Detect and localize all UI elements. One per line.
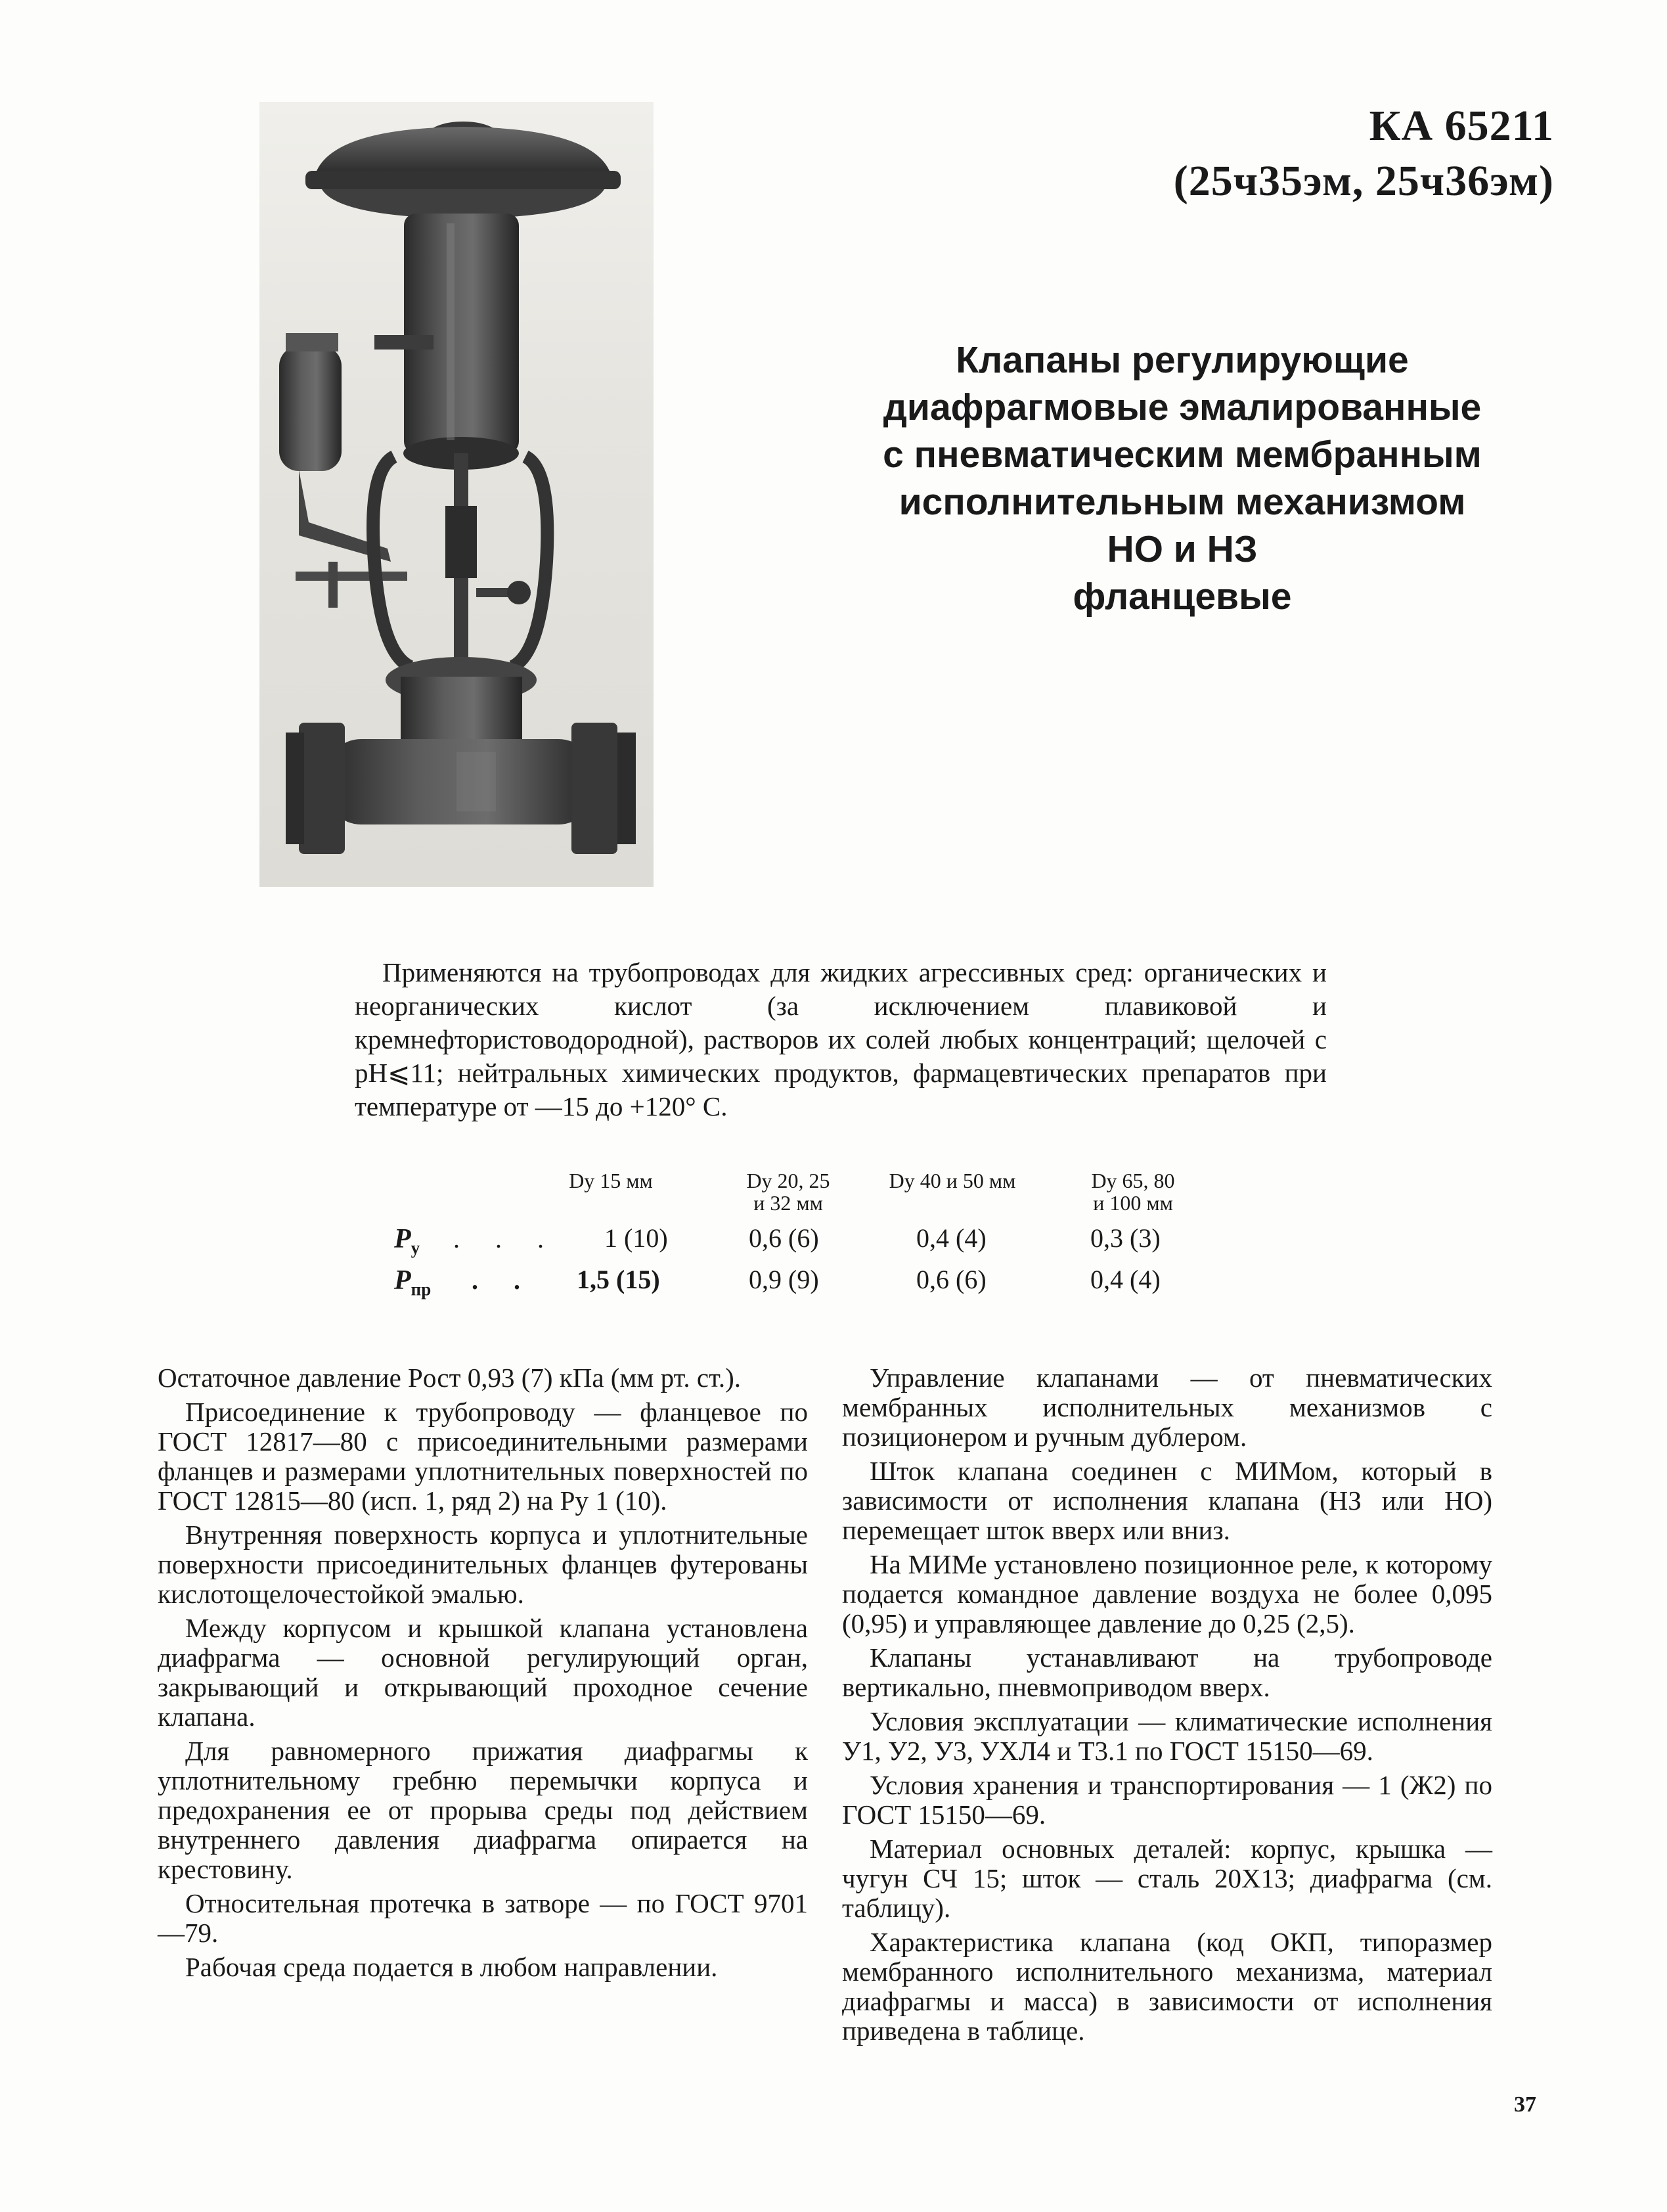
title-line-5: НО и НЗ — [1107, 528, 1258, 570]
catalog-code — [1174, 99, 1554, 209]
left-column — [158, 1363, 808, 1987]
catalog-variants: (25ч35эм, 25ч36эм) — [1173, 157, 1554, 205]
table-cell: 0,6 (6) — [749, 1223, 819, 1253]
row-label: $P_у$ — [394, 1224, 420, 1258]
paragraph: Условия эксплуатации — климатические исполнения У1, У2, У3, УХЛ4 и Т3.1 по ГОСТ 15150—69. — [842, 1706, 1492, 1766]
intro-paragraph: Применяются на трубопроводах для жидких агрессивных сред: органических и неорганических кислот (за исключением плавиковой и кремнефтористоводородной), растворов их солей любых концентраций; щелочей с pH⩽11; нейтральных химических продуктов, фармацевтических препаратов при температуре от —15 до +120° С. — [355, 957, 1327, 1121]
paragraph: Присоединение к трубопроводу — фланцевое по ГОСТ 12817—80 с присоединительными размерами фланцев и размерами уплотнительных поверхностей по ГОСТ 12815—80 (исп. 1, ряд 2) на Pу 1 (10). — [158, 1397, 808, 1516]
table-cell: 0,4 (4) — [1090, 1265, 1161, 1294]
title-line-3: с пневматическим мембранным — [883, 434, 1482, 476]
table-cell: 1 (10) — [604, 1223, 668, 1253]
paragraph: На МИМе установлено позиционное реле, к которому подается командное давление воздуха не более 0,095 (0,95) и управляющее давление до 0,25 (2,5). — [842, 1549, 1492, 1638]
paragraph: Внутренняя поверхность корпуса и уплотнительные поверхности присоединительных фланцев футерованы кислотощелочестойкой эмалью. — [158, 1520, 808, 1609]
table-row — [394, 1223, 420, 1258]
leader-dots: . . — [472, 1265, 535, 1295]
page-number: 37 — [1514, 2092, 1536, 2117]
paragraph: Рабочая среда подается в любом направлении. — [185, 1952, 718, 1982]
leader-dots: . . . — [453, 1224, 558, 1253]
page-title — [814, 336, 1550, 620]
table-cell: 0,6 (6) — [916, 1265, 987, 1294]
title-line-1: Клапаны регулирующие — [956, 339, 1409, 381]
catalog-number: КА 65211 — [1369, 102, 1554, 150]
table-cell: 0,3 (3) — [1090, 1223, 1161, 1253]
title-line-4: исполнительным механизмом — [899, 481, 1466, 523]
column-header: Dу 15 мм — [569, 1169, 653, 1192]
column-header: Dу 65, 80 и 100 мм — [1091, 1169, 1175, 1215]
paragraph: Между корпусом и крышкой клапана установлена диафрагма — основной регулирующий орган, закрывающий и открывающий проходное сечение клапана. — [158, 1613, 808, 1732]
row-label: $P_{пр}$ — [394, 1265, 432, 1299]
right-column — [842, 1363, 1492, 2050]
column-header: Dу 20, 25 и 32 мм — [746, 1169, 830, 1215]
table-cell: 0,9 (9) — [749, 1265, 819, 1294]
paragraph: Клапаны устанавливают на трубопроводе вертикально, пневмоприводом вверх. — [842, 1642, 1492, 1702]
paragraph: Остаточное давление Pост 0,93 (7) кПа (мм рт. ст.). — [158, 1363, 742, 1393]
paragraph: Управление клапанами — от пневматических мембранных исполнительных механизмов с позиционером и ручным дублером. — [842, 1363, 1492, 1452]
paragraph: Характеристика клапана (код ОКП, типоразмер мембранного исполнительного механизма, материал диафрагмы и масса) в зависимости от исполнения приведена в таблице. — [842, 1927, 1492, 2046]
paragraph: Для равномерного прижатия диафрагмы к уплотнительному гребню перемычки корпуса и предохранения ее от прорыва среды под действием внутреннего давления диафрагма опирается на крестовину. — [158, 1736, 808, 1884]
table-row — [394, 1265, 431, 1299]
paragraph: Шток клапана соединен с МИМом, который в зависимости от исполнения клапана (НЗ или НО) перемещает шток вверх или вниз. — [842, 1456, 1492, 1545]
column-header: Dу 40 и 50 мм — [889, 1169, 1016, 1192]
paragraph: Материал основных деталей: корпус, крышка — чугун СЧ 15; шток — сталь 20Х13; диафрагма (см. таблицу). — [842, 1834, 1492, 1923]
valve-photo — [259, 102, 654, 887]
table-cell: 1,5 (15) — [577, 1265, 660, 1294]
paragraph: Относительная протечка в затворе — по ГОСТ 9701—79. — [158, 1888, 808, 1948]
title-line-2: диафрагмовые эмалированные — [883, 386, 1482, 428]
paragraph: Условия хранения и транспортирования — 1 (Ж2) по ГОСТ 15150—69. — [842, 1770, 1492, 1830]
title-line-6: фланцевые — [1073, 576, 1292, 618]
table-cell: 0,4 (4) — [916, 1223, 987, 1253]
